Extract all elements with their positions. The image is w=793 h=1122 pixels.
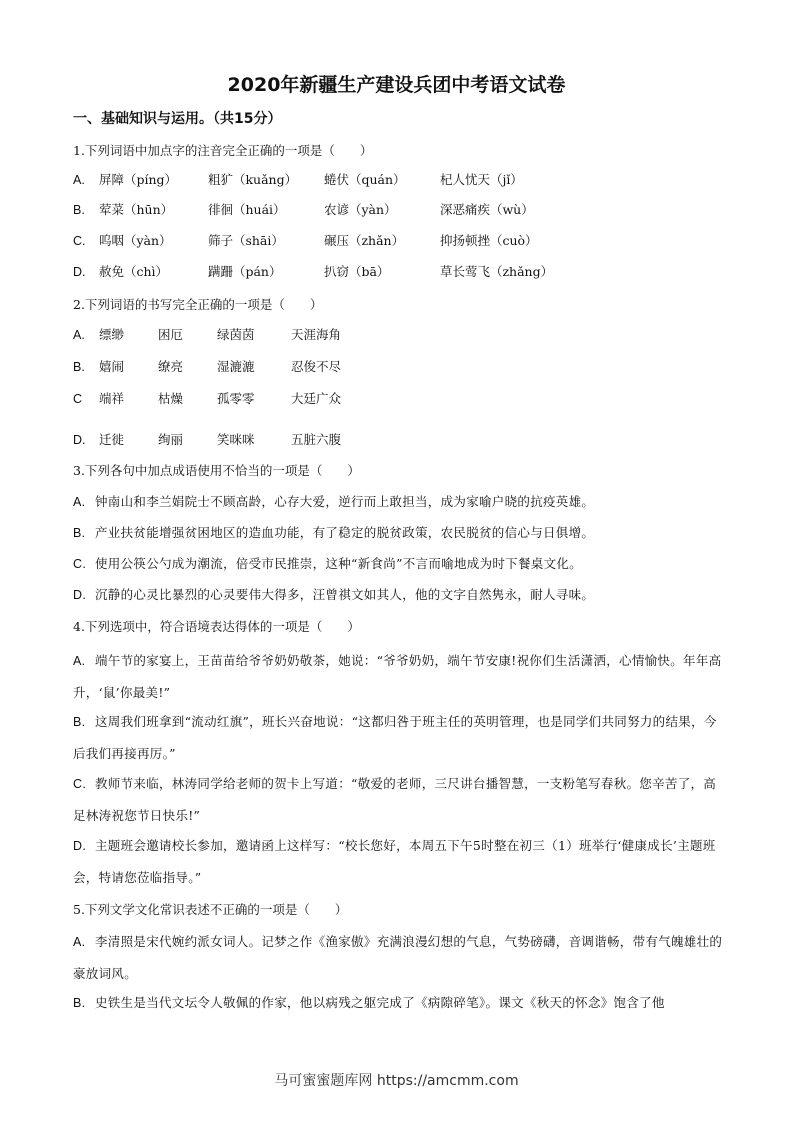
option-word: 孤零零: [216, 391, 255, 406]
option-word: 绚丽: [157, 432, 183, 447]
option-word: 端祥: [98, 391, 124, 406]
option-label: B.: [73, 526, 86, 540]
option-word: 抑扬顿挫（cuò）: [439, 233, 538, 248]
option-text: 教师节来临，林涛同学给老师的贺卡上写道：“敬爱的老师，三尺讲台播智慧，一支粉笔写春秋。您辛苦了，高足林涛祝您节日快乐!”: [73, 776, 717, 823]
q2-option-c: [73, 389, 341, 409]
option-label: B.: [73, 203, 85, 217]
option-word: 缥缈: [98, 327, 124, 342]
option-text: 史铁生是当代文坛令人敬佩的作家，他以病残之躯完成了《病隙碎笔》。课文《秋天的怀念》饱含了他: [95, 995, 665, 1010]
q1-option-d: [73, 262, 553, 282]
q5-option-a: [73, 926, 728, 989]
option-text: 沉静的心灵比暴烈的心灵要伟大得多，汪曾祺文如其人，他的文字自然隽永，耐人寻味。: [95, 587, 595, 602]
option-word: 深恶痛疾（wù）: [439, 202, 534, 217]
option-label: A.: [73, 935, 86, 949]
q4-option-c: [73, 768, 728, 831]
q2-option-a: [73, 325, 341, 345]
q1-option-a: [73, 170, 523, 190]
option-label: A.: [73, 173, 85, 187]
option-word: 扒窃（bā）: [323, 264, 390, 279]
option-word: 忍俊不尽: [290, 359, 341, 374]
option-label: B.: [73, 360, 85, 374]
option-word: 农谚（yàn）: [323, 202, 397, 217]
option-text: 主题班会邀请校长参加，邀请函上这样写：“校长您好，本周五下午5时整在初三（1）班举行‘健康成长’主题班会，特请您莅临指导。”: [73, 838, 716, 885]
q1-option-c: [73, 231, 538, 251]
option-word: 大廷广众: [290, 391, 341, 406]
option-word: 杞人忧天（jǐ）: [439, 172, 523, 187]
section-heading: 一、基础知识与运用。（共15分）: [73, 111, 282, 127]
option-word: 蹒跚（pán）: [207, 264, 282, 279]
q3-option-a: [73, 486, 728, 518]
option-text: 这周我们班拿到“流动红旗”，班长兴奋地说：“这都归咎于班主任的英明管理，也是同学们共同努力的结果，今后我们再接再厉。”: [73, 714, 717, 761]
option-label: D.: [73, 433, 86, 447]
question-4-stem: 4.下列选项中，符合语境表达得体的一项是（ ）: [73, 619, 360, 634]
option-text: 使用公筷公勺成为潮流，倍受市民推崇，这种“新食尚”不言而喻地成为时下餐桌文化。: [95, 556, 582, 571]
option-label: A.: [73, 654, 86, 668]
q5-option-b: [73, 987, 728, 1019]
q2-option-d: [73, 430, 341, 450]
option-word: 绿茵茵: [216, 327, 255, 342]
option-text: 李清照是宋代婉约派女词人。记梦之作《渔家傲》充满浪漫幻想的气息，气势磅礴，音调谐畅，带有气魄雄壮的豪放词风。: [73, 934, 723, 981]
option-word: 湿漉漉: [216, 359, 255, 374]
option-word: 蜷伏（quán）: [323, 172, 406, 187]
option-word: 荤菜（hūn）: [98, 202, 174, 217]
question-3-stem: 3.下列各句中加点成语使用不恰当的一项是（ ）: [73, 463, 360, 478]
option-word: 迁徙: [98, 432, 124, 447]
option-label: C.: [73, 234, 86, 248]
option-text: 产业扶贫能增强贫困地区的造血功能，有了稳定的脱贫政策，农民脱贫的信心与日俱增。: [95, 525, 595, 540]
option-label: B.: [73, 996, 86, 1010]
page-title: 2020年新疆生产建设兵团中考语文试卷: [227, 74, 566, 96]
option-label: A.: [73, 495, 86, 509]
option-word: 嬉闹: [98, 359, 124, 374]
option-word: 碾压（zhǎn）: [323, 233, 405, 248]
q1-option-b: [73, 200, 534, 220]
option-label: C.: [73, 557, 87, 571]
option-word: 粗犷（kuǎng）: [207, 172, 298, 187]
q4-option-b: [73, 706, 728, 769]
option-word: 草长莺飞（zhǎng）: [439, 264, 554, 279]
q3-option-b: [73, 517, 728, 549]
option-word: 赦免（chì）: [98, 264, 169, 279]
question-1-stem: 1.下列词语中加点字的注音完全正确的一项是（ ）: [73, 143, 373, 158]
option-label: C: [73, 392, 83, 406]
question-2-stem: 2.下列词语的书写完全正确的一项是（ ）: [73, 297, 323, 312]
option-label: D.: [73, 588, 87, 602]
option-word: 天涯海角: [290, 327, 341, 342]
question-5-stem: 5.下列文学文化常识表述不正确的一项是（ ）: [73, 902, 348, 917]
option-label: B.: [73, 715, 86, 729]
q4-option-a: [73, 645, 728, 708]
option-word: 呜咽（yàn）: [98, 233, 172, 248]
option-word: 困厄: [157, 327, 183, 342]
option-word: 缭亮: [157, 359, 183, 374]
q4-option-d: [73, 830, 728, 893]
option-word: 五脏六腹: [290, 432, 341, 447]
q3-option-c: [73, 548, 728, 580]
option-label: D.: [73, 265, 86, 279]
option-label: C.: [73, 777, 87, 791]
option-word: 笑咪咪: [216, 432, 255, 447]
option-label: D.: [73, 839, 87, 853]
option-label: A.: [73, 328, 85, 342]
option-text: 钟南山和李兰娟院士不顾高龄，心存大爱，逆行而上敢担当，成为家喻户晓的抗疫英雄。: [95, 494, 595, 509]
q2-option-b: [73, 357, 341, 377]
option-text: 端午节的家宴上，王苗苗给爷爷奶奶敬茶，她说：“爷爷奶奶，端午节安康!祝你们生活潇洒，心情愉快。年年高升，‘鼠’你最美!”: [73, 653, 722, 700]
option-word: 屏障（píng）: [98, 172, 178, 187]
option-word: 徘徊（huái）: [207, 202, 286, 217]
footer-watermark: 马可蜜蜜题库网 https://amcmm.com: [274, 1073, 519, 1089]
option-word: 枯燥: [157, 391, 183, 406]
q3-option-d: [73, 579, 728, 611]
option-word: 筛子（shāi）: [207, 233, 284, 248]
